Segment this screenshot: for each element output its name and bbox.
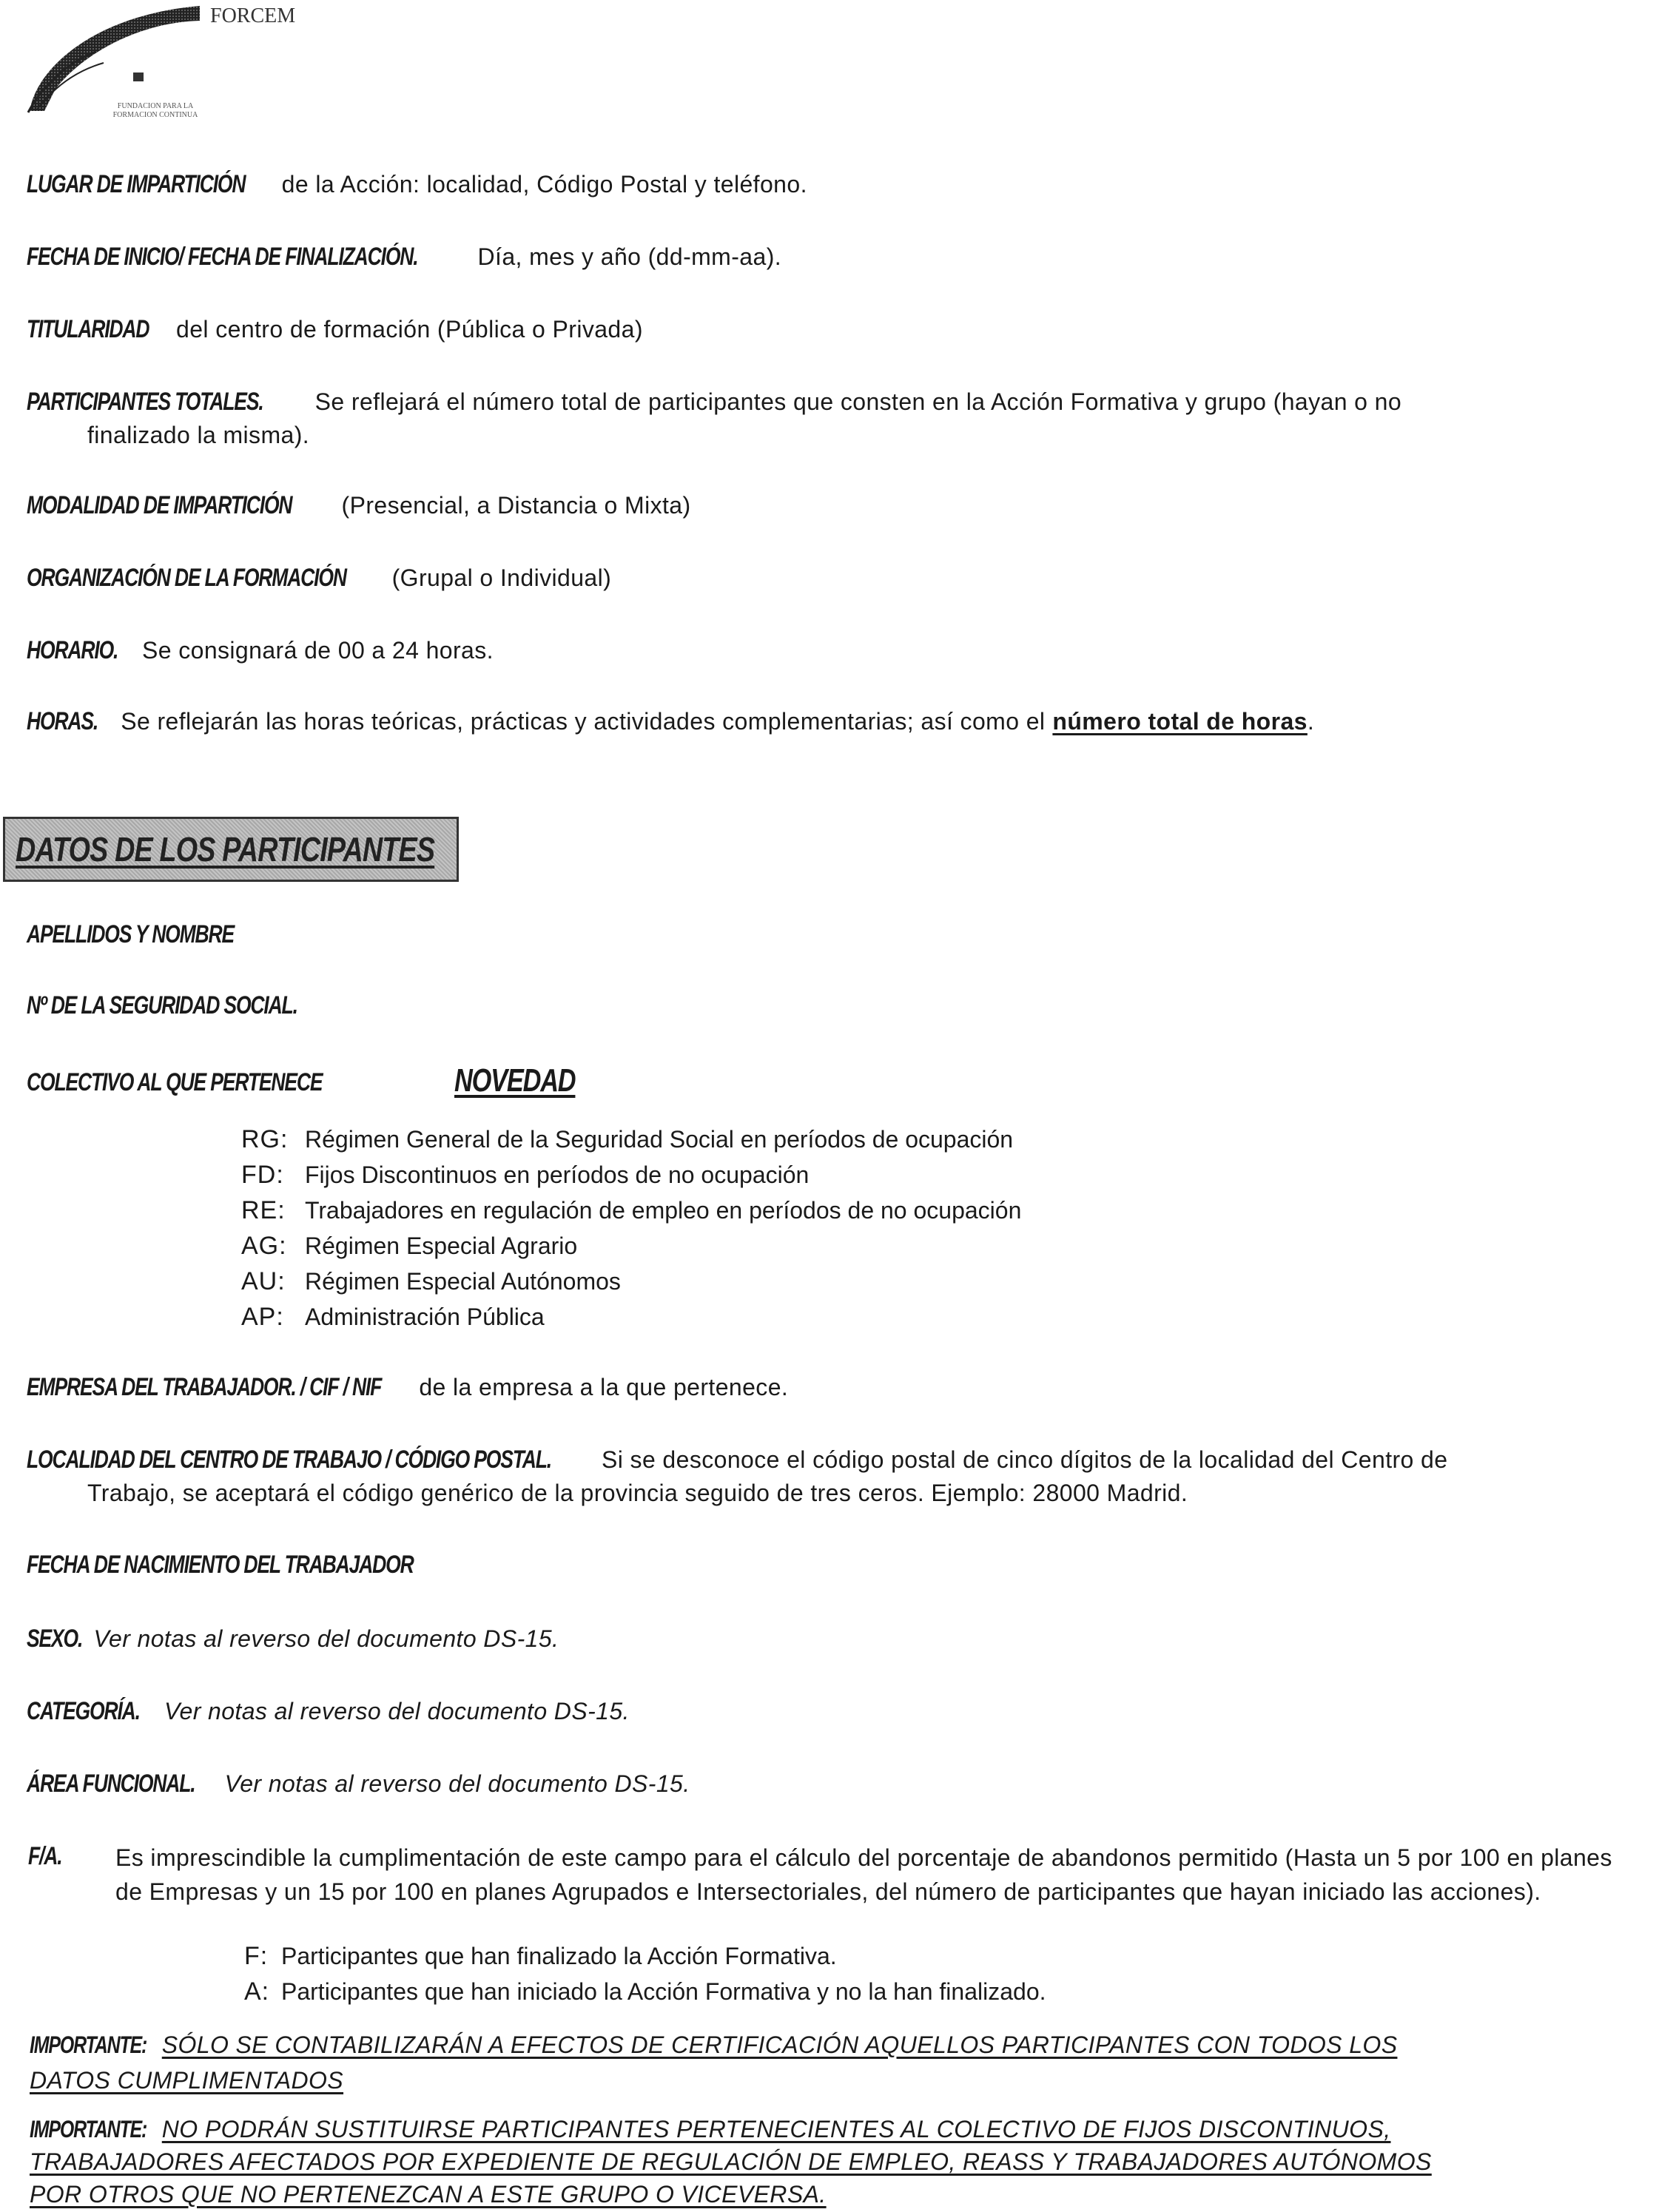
list-item: RG: Régimen General de la Seguridad Social en períodos de ocupación: [241, 1125, 1014, 1153]
fa-options-list: [244, 1938, 1046, 2009]
field-titularidad: [27, 315, 643, 344]
field-text: Se consignará de 00 a 24 horas.: [142, 637, 494, 664]
list-item: F: Participantes que han finalizado la Acción Formativa.: [244, 1942, 837, 1970]
field-horas: [27, 707, 1314, 736]
list-item: FD: Fijos Discontinuos en períodos de no ocupación: [241, 1161, 810, 1189]
novedad-badge: NOVEDAD: [454, 1062, 576, 1099]
list-item: AP: Administración Pública: [241, 1303, 545, 1331]
importante-label: IMPORTANTE:: [30, 2116, 147, 2142]
colectivos-list: [241, 1122, 1021, 1335]
field-participantes-totales: [27, 388, 1401, 417]
field-empresa: [27, 1373, 788, 1402]
fecha-nacimiento-label: FECHA DE NACIMIENTO DEL TRABAJADOR: [27, 1551, 414, 1579]
field-label: LOCALIDAD DEL CENTRO DE TRABAJO / CÓDIGO POSTAL.: [27, 1446, 552, 1474]
field-horario: [27, 636, 494, 665]
field-label: ORGANIZACIÓN DE LA FORMACIÓN: [27, 564, 346, 592]
field-label: HORAS.: [27, 707, 98, 735]
importante-note-2: IMPORTANTE: NO PODRÁN SUSTITUIRSE PARTICIPANTES PERTENECIENTES AL COLECTIVO DE FIJOS DISCONTINUOS, TRABAJADORES AFECTADOS POR EXPEDIENTE DE REGULACIÓN DE EMPLEO, REASS Y TRABAJADORES AUTÓNOMOS POR OTROS QUE NO PERTENEZCAN A ESTE GRUPO O VICEVERSA.: [30, 2113, 1432, 2211]
field-area-funcional: [27, 1770, 690, 1798]
field-organizacion: [27, 564, 611, 593]
field-text-continued: Trabajo, se aceptará el código genérico de la provincia seguido de tres ceros. Ejemplo: 28000 Madrid.: [87, 1480, 1188, 1506]
seguridad-social-label: Nº DE LA SEGURIDAD SOCIAL.: [27, 991, 297, 1019]
field-label: EMPRESA DEL TRABAJADOR. / CIF / NIF: [27, 1373, 382, 1401]
field-label: FECHA DE INICIO/ FECHA DE FINALIZACIÓN.: [27, 243, 418, 271]
field-text-emphasis: número total de horas: [1052, 708, 1308, 735]
field-text-continued: finalizado la misma).: [87, 422, 310, 448]
field-text: Ver notas al reverso del documento DS-15.: [224, 1770, 690, 1797]
logo-swoosh-icon: [15, 0, 215, 118]
list-item: AG: Régimen Especial Agrario: [241, 1232, 578, 1260]
field-categoria: [27, 1697, 630, 1726]
field-text-end: .: [1307, 708, 1315, 735]
field-text: (Presencial, a Distancia o Mixta): [341, 492, 691, 519]
field-localidad: [27, 1446, 1447, 1474]
field-fechas: [27, 243, 781, 272]
field-label: SEXO.: [27, 1625, 83, 1653]
field-label: CATEGORÍA.: [27, 1697, 140, 1725]
field-text: del centro de formación (Pública o Privada): [176, 316, 643, 343]
importante-note-1: IMPORTANTE: SÓLO SE CONTABILIZARÁN A EFECTOS DE CERTIFICACIÓN AQUELLOS PARTICIPANTES CON TODOS LOS DATOS CUMPLIMENTADOS: [30, 2027, 1397, 2098]
field-text: Si se desconoce el código postal de cinco dígitos de la localidad del Centro de: [602, 1446, 1448, 1473]
list-item: RE: Trabajadores en regulación de empleo en períodos de no ocupación: [241, 1196, 1022, 1224]
logo-caption: FUNDACION PARA LA FORMACION CONTINUA: [112, 102, 198, 119]
field-label: MODALIDAD DE IMPARTICIÓN: [27, 491, 292, 519]
field-text: Se reflejará el número total de participantes que consten en la Acción Formativa y grupo (hayan o no: [314, 388, 1402, 415]
field-label: TITULARIDAD: [27, 315, 149, 343]
field-text: de la Acción: localidad, Código Postal y teléfono.: [281, 171, 807, 198]
field-label: PARTICIPANTES TOTALES.: [27, 388, 263, 416]
field-text: Ver notas al reverso del documento DS-15.: [164, 1698, 630, 1724]
field-modalidad: [27, 491, 691, 520]
field-text: de la empresa a la que pertenece.: [419, 1374, 789, 1400]
field-label: LUGAR DE IMPARTICIÓN: [27, 170, 246, 198]
list-item: A: Participantes que han iniciado la Acción Formativa y no la han finalizado.: [244, 1977, 1046, 2006]
section-header-box: [3, 817, 459, 882]
field-text: Se reflejarán las horas teóricas, prácticas y actividades complementarias; así como el: [121, 708, 1046, 735]
list-item: AU: Régimen Especial Autónomos: [241, 1267, 621, 1295]
field-sexo: [27, 1625, 559, 1653]
field-text: (Grupal o Individual): [391, 564, 612, 591]
field-text: Ver notas al reverso del documento DS-15.: [93, 1625, 559, 1652]
org-name: FORCEM: [210, 4, 296, 27]
importante-label: IMPORTANTE:: [30, 2031, 147, 2058]
colectivo-label: COLECTIVO AL QUE PERTENECE: [27, 1068, 323, 1096]
fa-description: Es imprescindible la cumplimentación de este campo para el cálculo del porcentaje de abandonos permitido (Hasta un 5 por 100 en planes de Empresas y un 15 por 100 en planes Agrupados e Intersectoriales, del número de participantes que hayan iniciado las acciones).: [115, 1844, 1612, 1905]
field-lugar: [27, 170, 807, 199]
fa-label: F/A.: [28, 1842, 62, 1870]
field-text: Día, mes y año (dd-mm-aa).: [477, 243, 782, 270]
apellidos-label: APELLIDOS Y NOMBRE: [27, 920, 235, 948]
field-label: HORARIO.: [27, 636, 118, 664]
field-label: ÁREA FUNCIONAL.: [27, 1770, 195, 1798]
section-title: DATOS DE LOS PARTICIPANTES: [16, 830, 435, 869]
